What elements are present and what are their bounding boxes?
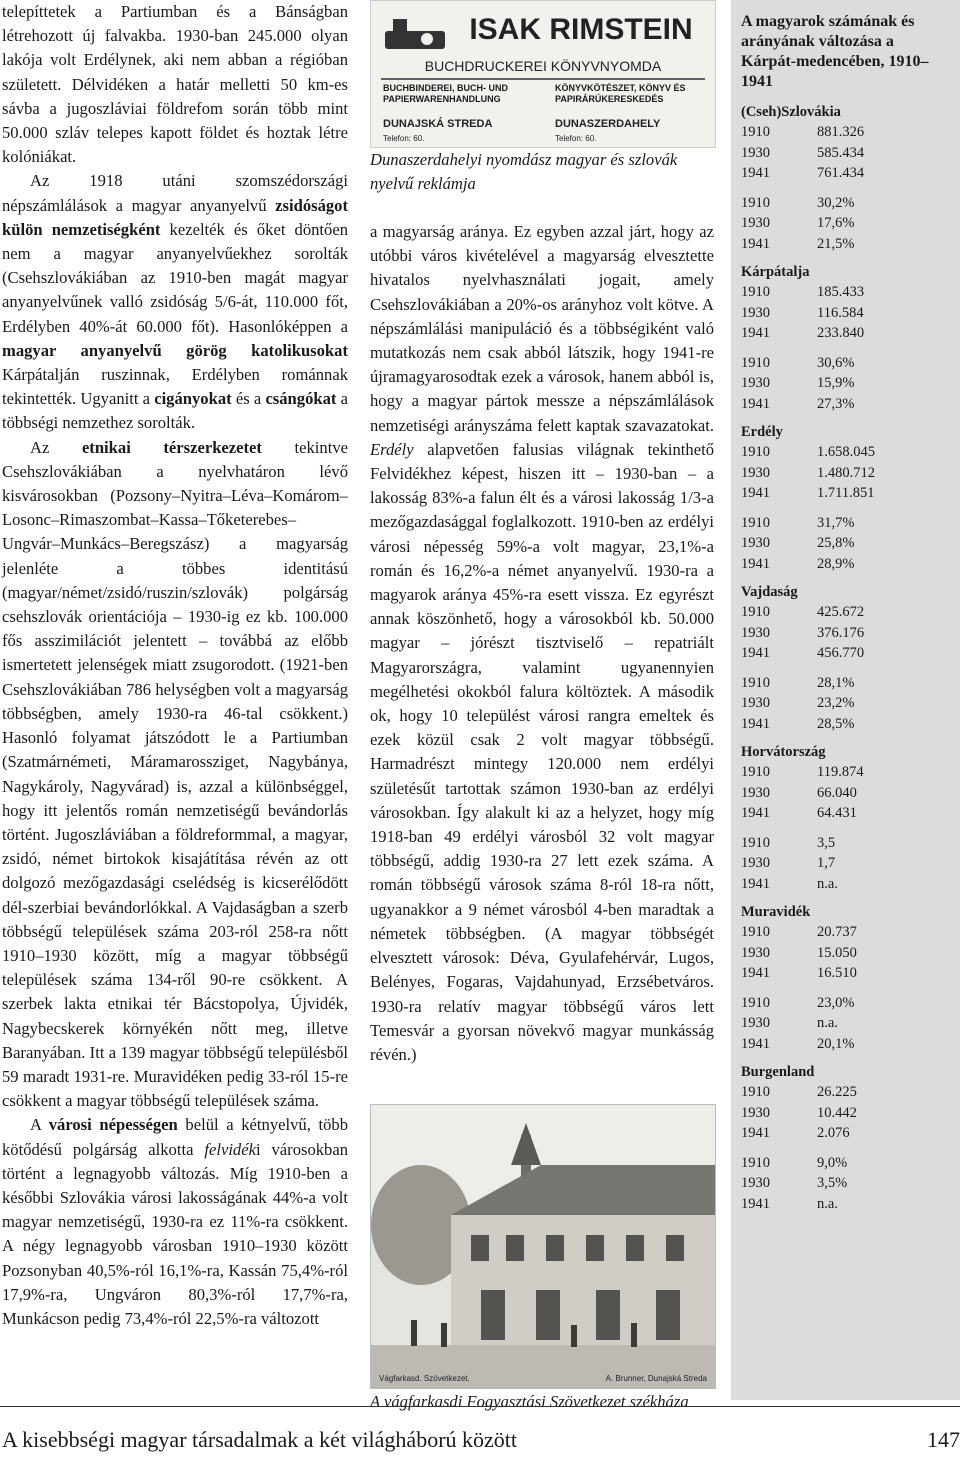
- sidebar-row: [741, 762, 960, 783]
- value: 10.442: [817, 1104, 857, 1121]
- year: 1941: [741, 235, 770, 252]
- sidebar-row: [741, 922, 960, 943]
- ad-line-de: BUCHBINDEREI, BUCH- UND PAPIERWARENHANDLUNG: [383, 83, 508, 104]
- value: 456.770: [817, 645, 865, 661]
- sidebar-row: [741, 874, 960, 895]
- spacer: [731, 184, 960, 193]
- value: 31,7%: [817, 514, 855, 531]
- sidebar-row: [741, 394, 960, 415]
- value: 64.431: [817, 805, 857, 821]
- sidebar-row: [741, 533, 960, 554]
- sidebar-section-title: Kárpátalja: [741, 264, 810, 280]
- spacer: [731, 664, 960, 673]
- sidebar-row: [741, 963, 960, 984]
- spacer: [731, 984, 960, 993]
- year: 1930: [741, 695, 770, 711]
- year: 1930: [741, 784, 770, 801]
- sidebar-row: [741, 602, 960, 623]
- value: 30,2%: [817, 194, 855, 211]
- sidebar-section-title: Muravidék: [741, 904, 811, 920]
- value: 116.584: [817, 304, 864, 321]
- sidebar-section-title: Horvátország: [741, 744, 826, 760]
- year: 1930: [741, 375, 770, 391]
- year: 1930: [741, 624, 770, 641]
- value: 3,5%: [817, 1175, 848, 1191]
- value: 21,5%: [817, 235, 855, 252]
- photo-right-caption: A. Brunner, Dunajská Streda: [605, 1374, 707, 1383]
- page-footer: [0, 1406, 960, 1464]
- sidebar-row: [741, 143, 960, 164]
- value: 23,2%: [817, 695, 855, 711]
- year: 1910: [741, 604, 770, 620]
- sidebar-row: [741, 833, 960, 854]
- year: 1941: [741, 965, 770, 981]
- value: 27,3%: [817, 395, 855, 412]
- sidebar-section-title: Vajdaság: [741, 584, 798, 600]
- year: 1910: [741, 924, 770, 940]
- value: n.a.: [817, 1015, 838, 1031]
- sidebar-row: [741, 122, 960, 143]
- paragraph: telepíttetek a Partiumban és a Bánságban létrehozott új falvakba. 1930-ban 245.000 olyan lakója volt Erdélynek, aki nem abban a régióban született. Délvidéken a határ melletti 50 km-es sávba a jugoszláviai földrefom során több mint 50.000 szláv telepes kapott földet és hoztak létre kolóniákat.: [2, 2, 348, 167]
- value: 25,8%: [817, 535, 855, 551]
- sidebar-row: [741, 213, 960, 234]
- paragraph: A városi népességen belül a kétnyelvű, több kötődésű polgárság alkotta felvidéki városokban történt a legnagyobb változás. Míg 1910-ben a későbbi Szlovákia városi lakosságának 44%-a volt magyar nemzetiségű, 1930-ra ez 11%-ra csökkent. A négy legnagyobb városban 1910–1930 között Pozsonyban 40,5%-ról 16,1%-ra, Kassán 75,4%-ról 17,9%-ra, Ungváron 80,3%-ról 17,7%-ra, Munkácson pedig 73,4%-ról 22,5%-ra változott: [2, 1115, 348, 1328]
- year: 1941: [741, 645, 770, 661]
- sidebar-row: [741, 1013, 960, 1034]
- value: 26.225: [817, 1084, 857, 1100]
- value: 585.434: [817, 144, 865, 161]
- building-drawing: [371, 1105, 715, 1388]
- value: 16.510: [817, 965, 857, 981]
- sidebar-row: [741, 1173, 960, 1194]
- value: 1.658.045: [817, 444, 875, 460]
- value: 2.076: [817, 1125, 850, 1141]
- year: 1910: [741, 124, 770, 140]
- value: 23,0%: [817, 994, 855, 1011]
- sidebar-row: [741, 323, 960, 344]
- spacer: [731, 824, 960, 833]
- photo-left-caption: Vágfarkasd. Szövetkezet.: [379, 1374, 470, 1383]
- sidebar-row: [741, 463, 960, 484]
- year: 1910: [741, 514, 770, 531]
- value: 761.434: [817, 165, 865, 181]
- year: 1941: [741, 1195, 770, 1212]
- value: n.a.: [817, 875, 838, 892]
- sidebar-row: [741, 483, 960, 504]
- year: 1930: [741, 464, 770, 481]
- advertisement-drawing: [371, 1, 715, 147]
- sidebar-row: [741, 193, 960, 214]
- year: 1941: [741, 805, 770, 821]
- year: 1930: [741, 1104, 770, 1121]
- sidebar-row: [741, 353, 960, 374]
- paragraph: Az etnikai térszerkezetet tekintve Csehszlovákiában a nyelvhatáron lévő kisvárosokban (Pozsony–Nyitra–Léva–Komárom–Losonc–Rimaszombat–Kassa–Tőketerebes–Ungvár–Munkács–Beregszász) a magyarság jelenléte a többes identitású (magyar/német/zsidó/ruszin/szlovák) polgárság csehszlovák orientációja – 1930-ig ez kb. 100.000 fős asszimilációt jelentett – továbbá az előbb ismertetett jelenségek miatt zsugorodott. (1921-ben Csehszlovákiában 786 helységben volt a magyarság többségben, amely 1930-ra 46-tal csökkent.) Hasonló folyamat játszódott le a Partiumban (Szatmárnémeti, Máramarossziget, Nagybánya, Nagykároly, Nagyvárad) is, azzal a különbséggel, hogy itt jelentős román nemzetiségű bevándorlás történt. Jugoszláviában a földreformmal, a magyar, zsidó, német birtokok kisajátítása révén az ott dolgozó mezőgazdasági cselédség is kicserélődött dél-szerbiai bevándorlókkal. A Vajdaságban a szerb többségű települések száma 203-ról 258-ra nőtt 1910–1930 között, míg a magyar többségű települések száma 134-ről 90-re csökkent. A szerbek lakta etnikai tér Bácstopolya, Újvidék, Nagybecskerek környékén nőtt meg, illetve Baranyában. Itt a 139 magyar többségű településből 59 maradt 1931-re. Muravidéken pedig 33-ról 15-re csökkent a magyar többségű települések száma.: [2, 437, 348, 1111]
- value: 119.874: [817, 764, 864, 780]
- value: 881.326: [817, 124, 865, 140]
- value: 20.737: [817, 924, 857, 940]
- year: 1930: [741, 1175, 770, 1191]
- year: 1910: [741, 764, 770, 780]
- sidebar-row: [741, 623, 960, 644]
- sidebar-row: [741, 803, 960, 824]
- value: 15.050: [817, 944, 857, 961]
- sidebar-section-title: Burgenland: [741, 1064, 815, 1080]
- value: 233.840: [817, 325, 865, 341]
- value: 20,1%: [817, 1035, 855, 1052]
- sidebar-row: [741, 1082, 960, 1103]
- year: 1930: [741, 144, 770, 161]
- value: n.a.: [817, 1195, 838, 1212]
- year: 1930: [741, 855, 770, 871]
- ad-town-de: DUNAJSKÁ STREDA: [383, 118, 493, 130]
- year: 1910: [741, 194, 770, 211]
- year: 1941: [741, 875, 770, 892]
- year: 1910: [741, 1154, 770, 1171]
- value: 66.040: [817, 784, 857, 801]
- sidebar-row: [741, 943, 960, 964]
- sidebar-body: [731, 102, 960, 1214]
- sidebar-section-title: (Cseh)Szlovákia: [741, 104, 841, 120]
- year: 1941: [741, 1035, 770, 1052]
- year: 1930: [741, 215, 770, 231]
- sidebar-section-title: Erdély: [741, 424, 783, 440]
- ad-town-hu: DUNASZERDAHELY: [555, 118, 661, 130]
- spacer: [731, 504, 960, 513]
- image-caption: Dunaszerdahelyi nyomdász magyar és szlovák nyelvű reklámja: [370, 150, 678, 193]
- year: 1910: [741, 994, 770, 1011]
- printer-advertisement-image: [370, 0, 716, 148]
- sidebar-row: [741, 1123, 960, 1144]
- value: 376.176: [817, 624, 865, 641]
- year: 1941: [741, 395, 770, 412]
- year: 1930: [741, 304, 770, 321]
- sidebar-row: [741, 513, 960, 534]
- year: 1910: [741, 284, 770, 300]
- value: 185.433: [817, 284, 865, 300]
- sidebar-row: [741, 282, 960, 303]
- value: 28,5%: [817, 715, 855, 732]
- sidebar-row: [741, 853, 960, 874]
- value: 15,9%: [817, 375, 855, 391]
- middle-column: [370, 220, 714, 1067]
- sidebar-row: [741, 783, 960, 804]
- value: 9,0%: [817, 1154, 848, 1171]
- ad-line-hu: KÖNYVKÖTÉSZET, KÖNYV ÉS PAPIRÁRÚKERESKEDÉS: [555, 83, 686, 104]
- ad-tel: Telefon: 60.: [555, 134, 597, 143]
- year: 1930: [741, 535, 770, 551]
- value: 17,6%: [817, 215, 855, 231]
- spacer: [731, 1144, 960, 1153]
- sidebar-row: [741, 442, 960, 463]
- page-number: 147: [927, 1427, 960, 1452]
- value: 425.672: [817, 604, 865, 620]
- sidebar-row: [741, 1194, 960, 1215]
- sidebar-row: [741, 234, 960, 255]
- value: 28,1%: [817, 674, 855, 691]
- value: 1.480.712: [817, 464, 875, 481]
- sidebar-row: [741, 693, 960, 714]
- sidebar-row: [741, 1153, 960, 1174]
- year: 1910: [741, 674, 770, 691]
- image-caption: A vágfarkasdi Fogyasztási Szövetkezet székháza: [370, 1392, 689, 1411]
- value: 3,5: [817, 834, 836, 851]
- year: 1910: [741, 354, 770, 371]
- sidebar-row: [741, 643, 960, 664]
- year: 1941: [741, 1125, 770, 1141]
- sidebar-row: [741, 993, 960, 1014]
- ad-tel: Telefon: 60.: [383, 134, 425, 143]
- sidebar-row: [741, 554, 960, 575]
- sidebar-row: [741, 303, 960, 324]
- statistics-sidebar: [731, 0, 960, 1400]
- value: 30,6%: [817, 354, 855, 371]
- sidebar-title: A magyarok számának és arányának változása a Kárpát-medencében, 1910–1941: [741, 13, 929, 90]
- left-column: [2, 0, 348, 1331]
- sidebar-row: [741, 1103, 960, 1124]
- value: 1,7: [817, 855, 836, 871]
- year: 1910: [741, 834, 770, 851]
- spacer: [731, 344, 960, 353]
- running-title: A kisebbségi magyar társadalmak a két világháború között: [2, 1427, 518, 1452]
- year: 1941: [741, 715, 770, 732]
- year: 1941: [741, 325, 770, 341]
- cooperative-building-photo: [370, 1104, 716, 1389]
- ad-brand: ISAK RIMSTEIN: [469, 13, 693, 46]
- year: 1910: [741, 444, 770, 460]
- year: 1941: [741, 555, 770, 572]
- sidebar-row: [741, 163, 960, 184]
- year: 1930: [741, 944, 770, 961]
- year: 1910: [741, 1084, 770, 1100]
- value: 28,9%: [817, 555, 855, 572]
- year: 1930: [741, 1015, 770, 1031]
- paragraph: a magyarság aránya. Ez egyben azzal járt, hogy az utóbbi város kivételével a magyarság elvesztette hivatalos nyelvhasználati jogait, amely Csehszlovákiában a 20%-os arányhoz volt kötve. A népszámlálási manipuláció és a többségiként való mutatkozás nem csak abból látszik, hogy 1941-re újramagyarosodtak ezek a városok, hanem abból is, hogy a magyar pártok messze a népszámlálások nemzetiségi arányszáma felett kaptak szavazatokat. Erdély alapvetően falusias világnak tekinthető Felvidékhez képest, hiszen itt – 1930-ban – a lakosság 83%-a falun élt és a városi lakosság 1/3-a mezőgazdasággal foglalkozott. 1910-ben az erdélyi városi népesség 59%-a volt magyar, 23,1%-a román és 16,2%-a német anyanyelvű. 1930-ra a magyarok aránya 45%-ra esett vissza. Ez egyrészt annak köszönhető, hogy a városokból kb. 50.000 magyar – jórészt tisztviselő – repatriált Magyarországra, valamint ugyanennyien megélhetési okokból falura költöztek. A második ok, hogy 10 települést városi rangra emeltek és ezek közül csak 2 volt magyar többségű. Harmadrészt mintegy 120.000 nem erdélyi születésűt tartottak számon 1930-ban az erdélyi városokban. Így alakult ki az a helyzet, hogy míg 1918-ban 49 erdélyi városból 32 volt magyar többségű, addig 1930-ra 27 lett ezek száma. A román többségű városok száma 8-ról 18-ra nőtt, ugyanakkor a 9 német városból 4-ben maradtak a németek többségben. (A magyar többségét elvesztett városok: Déva, Gyulafehérvár, Lugos, Belényes, Fogaras, Vajdahunyad, Erzsébetváros. 1930-ra relatív magyar többségű város lett Temesvár a gyorsan növekvő magyar munkásság révén.): [370, 222, 714, 1064]
- sidebar-row: [741, 673, 960, 694]
- sidebar-row: [741, 373, 960, 394]
- ad-sub: BUCHDRUCKEREI KÖNYVNYOMDA: [424, 58, 662, 74]
- sidebar-row: [741, 714, 960, 735]
- sidebar-row: [741, 1034, 960, 1055]
- paragraph: Az 1918 utáni szomszédországi népszámlálások a magyar anyanyelvű zsidóságot külön nemzetiségként kezelték és őket döntően nem a magyar anyanyelvűekhez sorolták (Csehszlovákiában az 1910-ben magát magyar anyanyelvűnek valló zsidóság 5/6-át, 110.000 főt, Erdélyben 40%-át 60.000 főt). Hasonlóképpen a magyar anyanyelvű görög katolikusokat Kárpátalján ruszinnak, Erdélyben románnak tekintették. Ugyanitt a cigányokat és a csángókat a többségi nemzethez sorolták.: [2, 171, 348, 433]
- year: 1941: [741, 485, 770, 501]
- value: 1.711.851: [817, 485, 875, 501]
- year: 1941: [741, 165, 770, 181]
